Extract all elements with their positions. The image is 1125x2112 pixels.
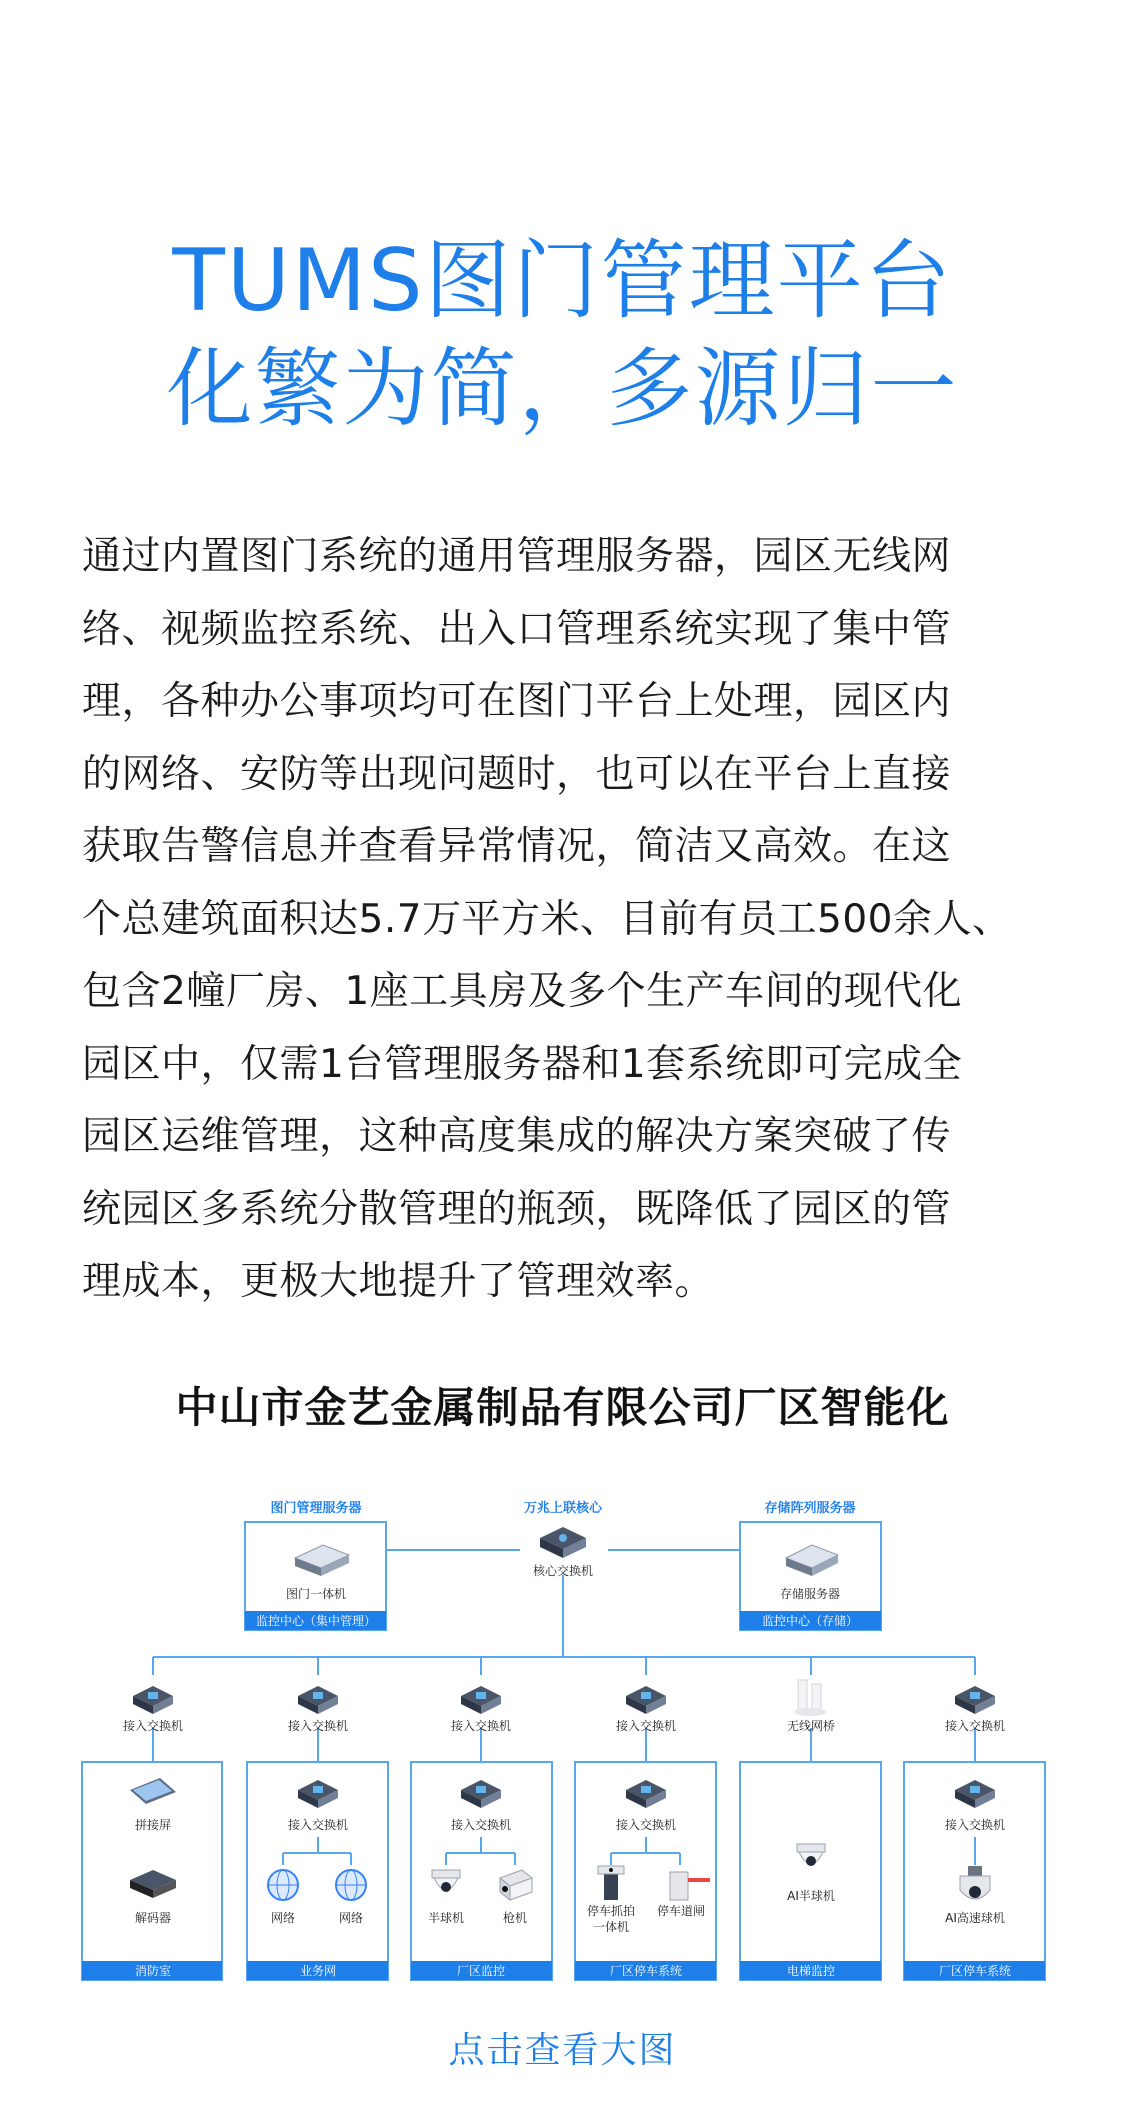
box-footer-label: 业务网 xyxy=(299,1964,337,1978)
device-label: 停车抓拍 xyxy=(586,1904,636,1918)
device-label: 网络 xyxy=(270,1911,296,1925)
topology-lines xyxy=(153,1550,975,1865)
device-label: 核心交换机 xyxy=(532,1564,594,1578)
paragraph-line: 包含2幢厂房、1座工具房及多个生产车间的现代化 xyxy=(82,969,963,1014)
storage-server-icon xyxy=(786,1545,838,1576)
paragraph-line: 理成本，更极大地提升了管理效率。 xyxy=(82,1259,715,1304)
view-large-image-link[interactable]: 点击查看大图 xyxy=(448,2030,677,2071)
column-parking-system[interactable] xyxy=(575,1686,716,1980)
paragraph-line: 园区运维管理，这种高度集成的解决方案突破了传 xyxy=(82,1114,952,1159)
box-footer-label: 电梯监控 xyxy=(786,1964,836,1978)
device-label: 接入交换机 xyxy=(287,1818,349,1832)
column-top-label: 接入交换机 xyxy=(287,1719,349,1733)
box-footer-label: 消防室 xyxy=(134,1964,172,1978)
diagram-header-right: 存储阵列服务器 xyxy=(764,1501,856,1516)
wireless-bridge-icon xyxy=(794,1680,826,1716)
network-globe-icon xyxy=(268,1870,298,1900)
device-label: 图门一体机 xyxy=(285,1587,347,1601)
access-switch-icon xyxy=(461,1780,501,1808)
ai-speed-dome-icon xyxy=(960,1866,990,1899)
access-switch-icon xyxy=(298,1686,338,1714)
device-label: 停车道闸 xyxy=(656,1904,706,1918)
column-plant-monitoring[interactable] xyxy=(411,1686,552,1980)
device-label: 接入交换机 xyxy=(450,1818,512,1832)
column-top-label: 接入交换机 xyxy=(122,1719,184,1733)
box-footer-label: 监控中心（存储） xyxy=(761,1614,859,1628)
intro-paragraph xyxy=(82,521,1047,1319)
diagram-header-left: 图门管理服务器 xyxy=(270,1501,362,1516)
device-label: 接入交换机 xyxy=(944,1818,1006,1832)
bullet-camera-icon xyxy=(500,1870,532,1900)
core-switch-icon xyxy=(540,1527,586,1558)
column-top-label: 无线网桥 xyxy=(786,1719,836,1733)
device-label: 存储服务器 xyxy=(779,1587,841,1601)
box-footer-label: 厂区停车系统 xyxy=(609,1964,683,1978)
barrier-gate-icon xyxy=(670,1872,710,1900)
access-switch-icon xyxy=(626,1780,666,1808)
paragraph-line: 理，各种办公事项均可在图门平台上处理，园区内 xyxy=(82,679,952,724)
parking-camera-icon xyxy=(598,1866,624,1900)
device-label: 枪机 xyxy=(502,1911,528,1925)
headline-line-1: TUMS图门管理平台 xyxy=(172,231,953,331)
column-top-label: 接入交换机 xyxy=(944,1719,1006,1733)
box-footer-label: 监控中心（集中管理） xyxy=(255,1614,377,1628)
paragraph-line: 统园区多系统分散管理的瓶颈，既降低了园区的管 xyxy=(82,1186,952,1232)
device-label: 接入交换机 xyxy=(615,1818,677,1832)
column-business-network[interactable] xyxy=(247,1686,388,1980)
access-switch-icon xyxy=(461,1686,501,1714)
paragraph-line: 获取告警信息并查看异常情况，简洁又高效。在这 xyxy=(82,824,952,869)
access-switch-icon xyxy=(955,1780,995,1808)
access-switch-icon xyxy=(626,1686,666,1714)
paragraph-line: 的网络、安防等出现问题时，也可以在平台上直接 xyxy=(82,751,952,797)
diagram-title: 中山市金艺金属制品有限公司厂区智能化 xyxy=(175,1383,950,1432)
network-globe-icon xyxy=(336,1870,366,1900)
access-switch-icon xyxy=(298,1780,338,1808)
device-label: 半球机 xyxy=(427,1911,465,1925)
column-elevator-monitoring[interactable] xyxy=(740,1680,881,1980)
paragraph-line: 个总建筑面积达5.7万平方米、目前有员工500余人、 xyxy=(82,896,1012,942)
diagram-header-core: 万兆上联核心 xyxy=(523,1501,603,1516)
network-topology-diagram[interactable] xyxy=(0,1480,1125,2010)
video-wall-icon xyxy=(130,1778,176,1804)
device-label: AI半球机 xyxy=(787,1889,835,1903)
column-parking-system-2[interactable] xyxy=(904,1686,1045,1980)
server-appliance-icon xyxy=(295,1545,349,1576)
device-label: AI高速球机 xyxy=(945,1911,1005,1925)
device-label: 一体机 xyxy=(592,1920,630,1934)
dome-camera-icon xyxy=(432,1870,460,1892)
column-top-label: 接入交换机 xyxy=(615,1719,677,1733)
ai-dome-camera-icon xyxy=(797,1844,825,1866)
column-box xyxy=(740,1762,881,1980)
box-footer-label: 厂区停车系统 xyxy=(938,1964,1012,1978)
box-footer-label: 厂区监控 xyxy=(456,1964,506,1978)
paragraph-line: 通过内置图门系统的通用管理服务器，园区无线网 xyxy=(82,534,952,579)
headline-line-2: 化繁为简，多源归一 xyxy=(166,339,959,439)
access-switch-icon xyxy=(955,1686,995,1714)
device-label: 解码器 xyxy=(134,1911,172,1925)
device-label: 拼接屏 xyxy=(134,1818,172,1832)
device-label: 网络 xyxy=(338,1911,364,1925)
decoder-icon xyxy=(130,1870,176,1898)
paragraph-line: 园区中，仅需1台管理服务器和1套系统即可完成全 xyxy=(82,1041,963,1087)
access-switch-icon xyxy=(133,1686,173,1714)
column-top-label: 接入交换机 xyxy=(450,1719,512,1733)
column-fire-room[interactable] xyxy=(82,1686,222,1980)
paragraph-line: 络、视频监控系统、出入口管理系统实现了集中管 xyxy=(82,606,952,652)
